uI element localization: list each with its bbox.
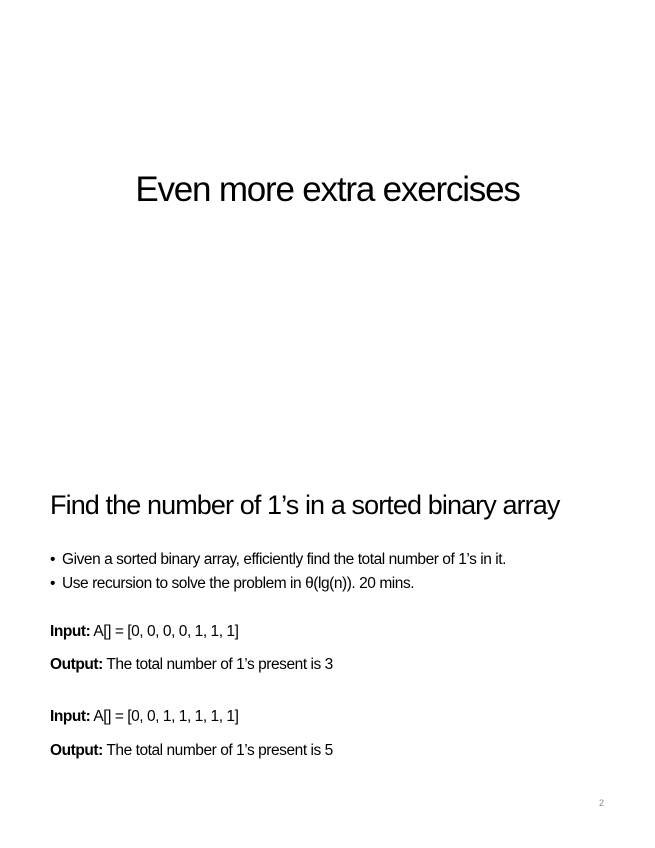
exercise-heading: Find the number of 1’s in a sorted binary array <box>50 490 560 520</box>
output-value: The total number of 1’s present is 5 <box>106 742 333 759</box>
example-1-output <box>50 654 333 676</box>
bullet-dot-icon: • <box>50 551 55 568</box>
bullet-dot-icon: • <box>50 575 55 592</box>
input-label: Input: <box>50 708 91 725</box>
bullet-text: Given a sorted binary array, efficiently find the total number of 1’s in it. <box>62 551 506 568</box>
input-label: Input: <box>50 623 91 640</box>
output-label: Output: <box>50 742 103 759</box>
input-value: A[] = [0, 0, 1, 1, 1, 1, 1] <box>93 708 239 725</box>
example-1-input <box>50 621 238 643</box>
bullet-item <box>50 572 506 596</box>
input-value: A[] = [0, 0, 0, 0, 1, 1, 1] <box>93 623 239 640</box>
page-number: 2 <box>598 798 604 808</box>
output-label: Output: <box>50 656 103 673</box>
exercise-bullet-list <box>50 548 506 596</box>
bullet-text: Use recursion to solve the problem in θ(lg(n)). 20 mins. <box>62 575 415 592</box>
output-value: The total number of 1’s present is 3 <box>106 656 333 673</box>
slide-title: Even more extra exercises <box>135 170 520 209</box>
bullet-item <box>50 548 506 572</box>
example-2-input <box>50 706 238 728</box>
example-2-output <box>50 740 333 762</box>
